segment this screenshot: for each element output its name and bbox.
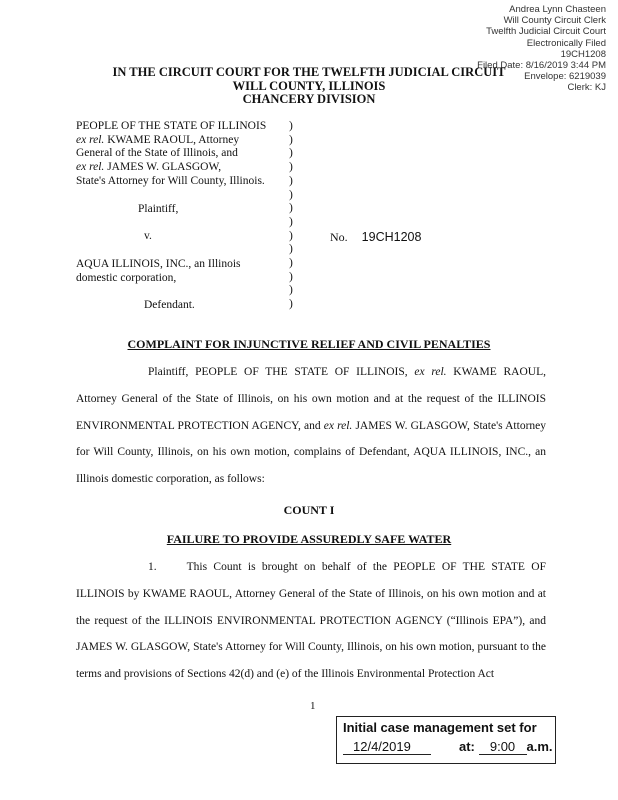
paragraph-1 [76,554,546,688]
caption-spacer [76,189,316,203]
caption-paren: ) [289,202,293,215]
court-heading-line: CHANCERY DIVISION [242,92,376,106]
case-management-at: at: [459,739,475,754]
intro-text: KWAME RAOUL, Attorney General of the State of Illinois, on his own motion and at the request of the ILLINOIS ENVIRONMENTAL PROTECTION AGENCY, and [76,366,546,432]
stamp-line: Clerk: KJ [567,82,606,94]
ex-rel: ex rel. [323,419,353,432]
versus: v. [144,230,152,243]
caption-paren: ) [289,298,293,311]
ex-rel: ex rel. [414,366,447,378]
stamp-line: 19CH1208 [560,48,606,60]
stamp-line: Andrea Lynn Chasteen [509,4,606,15]
caption-paren: ) [289,120,293,132]
caption-spacer [76,244,316,258]
court-heading [0,66,618,107]
caption-paren: ) [289,147,293,160]
plaintiff-line: PEOPLE OF THE STATE OF ILLINOIS [76,120,267,132]
count-subheading: FAILURE TO PROVIDE ASSUREDLY SAFE WATER [166,532,452,546]
caption-paren: ) [289,229,293,242]
ex-rel: ex rel. [76,133,105,146]
caption-paren: ) [289,174,293,187]
plaintiff-line [76,161,316,175]
paragraph-text: This Count is brought on behalf of the PEOPLE OF THE STATE OF ILLINOIS by KWAME RAOUL, Attorney General of the State of Illinois, on his own motion and at the request of the ILLINOIS ENVIRONMENTAL PROTECTION AGENCY (“Illinois EPA”), and JAMES W. GLASGOW, State's Attorney for Will County, Illinois, on his own motion, pursuant to the terms and provisions of Sections 42(d) and (e) of the Illinois Environmental Protection Act [76,561,546,681]
case-management-details [343,739,553,755]
caption-paren: ) [289,257,293,270]
stamp-line: Will County Circuit Clerk [503,15,606,27]
count-heading: COUNT I [283,503,335,517]
caption-paren: ) [289,243,293,256]
caption-spacer [76,285,316,299]
caption-spacer [76,216,316,230]
case-number [330,230,421,245]
paragraph-number: 1. [148,561,157,573]
intro-text: JAMES W. GLASGOW, State's Attorney for Will County, Illinois, on his own motion, complains of Defendant, AQUA ILLINOIS, INC., an Illinois domestic corporation, as follows: [76,419,546,486]
caption-paren: ) [289,215,293,228]
plaintiff-line: State's Attorney for Will County, Illinois. [76,174,265,187]
plaintiff-label: Plaintiff, [138,202,179,215]
plaintiff-line: General of the State of Illinois, and [76,147,238,160]
stamp-line: Electronically Filed [526,37,606,49]
page-number: 1 [310,700,316,712]
court-heading-line: IN THE CIRCUIT COURT FOR THE TWELFTH JUDICIAL CIRCUIT [112,65,506,79]
caption-paren: ) [289,284,293,297]
plaintiff-line [76,134,316,148]
case-management-label: Initial case management set for [343,720,537,735]
case-number-label: No. [330,230,348,244]
caption-paren: ) [289,188,293,201]
document-title: COMPLAINT FOR INJUNCTIVE RELIEF AND CIVIL PENALTIES [127,337,491,351]
caption-paren: ) [289,270,293,283]
case-management-time: 9:00 [479,739,527,755]
case-management-ampm: a.m. [526,739,553,754]
intro-text: Plaintiff, PEOPLE OF THE STATE OF ILLINOIS, [148,366,415,378]
caption-parentheses [289,120,293,312]
court-heading-line: WILL COUNTY, ILLINOIS [232,78,386,93]
stamp-line: Envelope: 6219039 [524,71,606,83]
ex-rel: ex rel. [76,161,105,174]
intro-paragraph [76,359,546,493]
caption-paren: ) [289,133,293,146]
case-management-date: 12/4/2019 [343,739,431,755]
defendant-label: Defendant. [144,299,195,312]
caption-paren: ) [289,161,293,174]
case-caption [76,120,316,313]
defendant-line: domestic corporation, [76,271,177,284]
case-management-stamp [336,716,556,764]
plaintiff-line-rest: JAMES W. GLASGOW, [104,161,222,174]
stamp-line: Filed Date: 8/16/2019 3:44 PM [477,60,606,72]
plaintiff-line-rest: KWAME RAOUL, Attorney [104,133,240,146]
defendant-line: AQUA ILLINOIS, INC., an Illinois [76,257,241,270]
stamp-line: Twelfth Judicial Circuit Court [486,26,606,38]
case-number-value: 19CH1208 [361,230,422,244]
